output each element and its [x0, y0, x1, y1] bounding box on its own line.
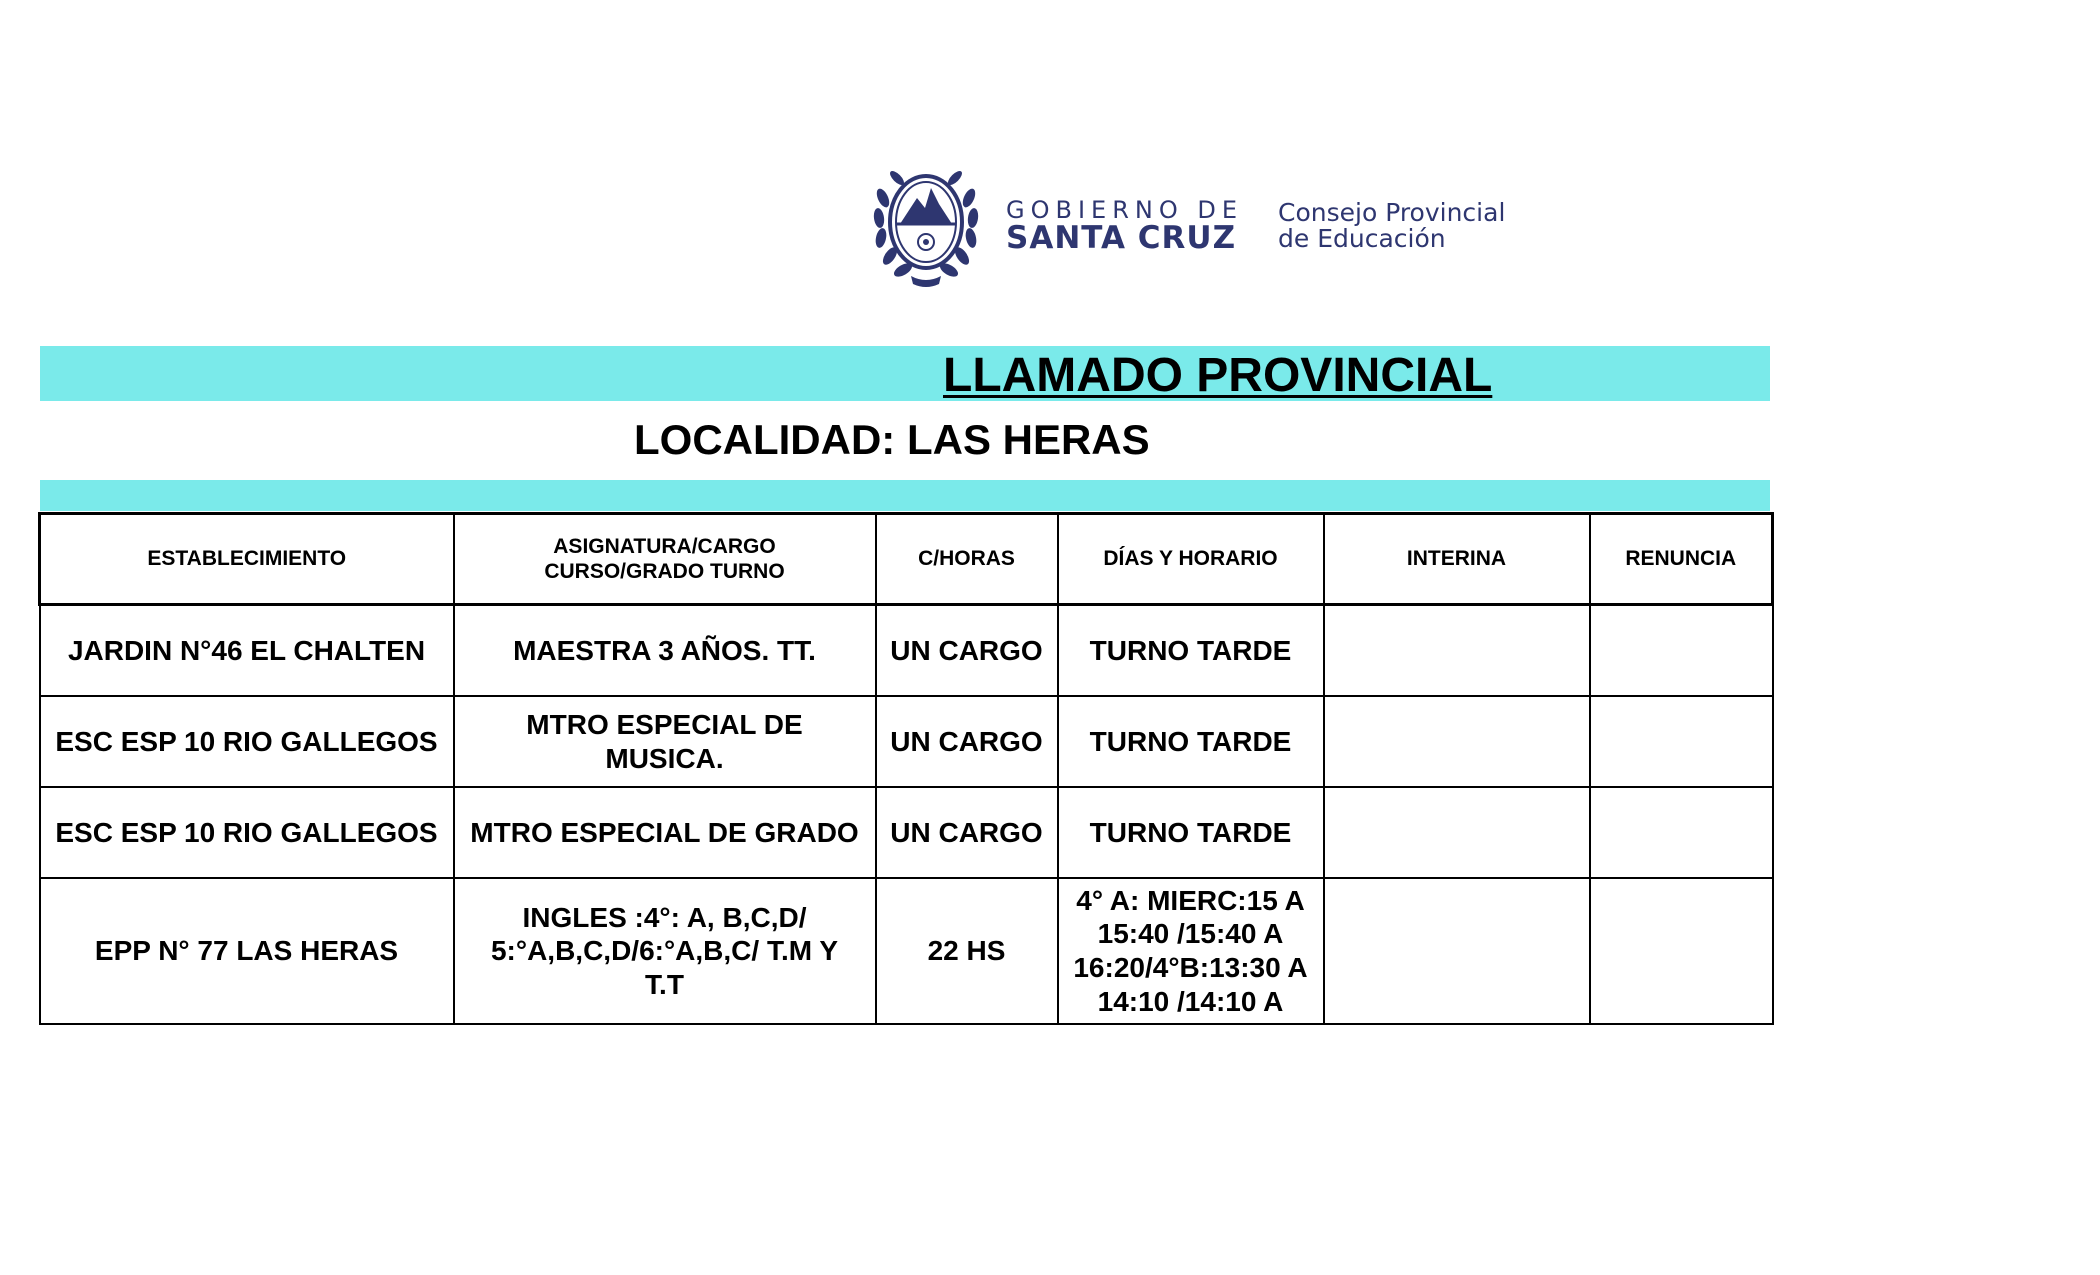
cell-renuncia — [1590, 878, 1773, 1024]
cell-dias-horario: TURNO TARDE — [1058, 787, 1324, 878]
cell-dias-horario: TURNO TARDE — [1058, 696, 1324, 787]
cell-c-horas: UN CARGO — [876, 696, 1058, 787]
cell-establecimiento: EPP N° 77 LAS HERAS — [40, 878, 454, 1024]
locality-subtitle: LOCALIDAD: LAS HERAS — [634, 416, 1150, 463]
cell-renuncia — [1590, 787, 1773, 878]
title-band — [40, 346, 1770, 401]
separator-band — [40, 480, 1770, 511]
positions-table — [38, 512, 1774, 1025]
cell-interina — [1324, 787, 1590, 878]
cell-asignatura-line3: T.T — [645, 968, 684, 1000]
header-asignatura-line1: ASIGNATURA/CARGO — [553, 534, 776, 558]
header-c-horas: C/HORAS — [876, 514, 1058, 605]
council-name-line2: de Educación — [1278, 224, 1446, 253]
cell-dias-line3: 16:20/4°B:13:30 A — [1073, 952, 1308, 983]
table-row — [40, 696, 1773, 787]
council-name-line1: Consejo Provincial — [1278, 198, 1506, 227]
cell-dias-horario — [1058, 878, 1324, 1024]
cell-asignatura: MAESTRA 3 AÑOS. TT. — [454, 605, 876, 697]
cell-asignatura-line1: INGLES :4°: A, B,C,D/ — [522, 901, 807, 933]
cell-interina — [1324, 878, 1590, 1024]
header-logos — [873, 158, 1513, 290]
cell-asignatura: MTRO ESPECIAL DE GRADO — [454, 787, 876, 878]
cell-c-horas: 22 HS — [876, 878, 1058, 1024]
cell-interina — [1324, 605, 1590, 697]
cell-asignatura-line2: MUSICA. — [605, 742, 724, 774]
cell-establecimiento: ESC ESP 10 RIO GALLEGOS — [40, 787, 454, 878]
cell-c-horas: UN CARGO — [876, 787, 1058, 878]
cell-dias-line2: 15:40 /15:40 A — [1097, 918, 1284, 950]
cell-interina — [1324, 696, 1590, 787]
page-title: LLAMADO PROVINCIAL — [943, 349, 1493, 402]
cell-asignatura-line1: MTRO ESPECIAL DE — [526, 708, 803, 740]
cell-asignatura — [454, 878, 876, 1024]
government-name-line1: GOBIERNO DE — [1006, 196, 1243, 224]
cell-c-horas: UN CARGO — [876, 605, 1058, 697]
santa-cruz-seal-icon — [873, 158, 979, 290]
header-establecimiento: ESTABLECIMIENTO — [40, 514, 454, 605]
cell-dias-line4: 14:10 /14:10 A — [1097, 985, 1284, 1017]
cell-asignatura — [454, 696, 876, 787]
cell-establecimiento: JARDIN N°46 EL CHALTEN — [40, 605, 454, 697]
cell-asignatura-line2: 5:°A,B,C,D/6:°A,B,C/ T.M Y — [490, 935, 839, 967]
header-asignatura-line2: CURSO/GRADO TURNO — [544, 560, 785, 583]
cell-renuncia — [1590, 605, 1773, 697]
table-row — [40, 605, 1773, 697]
table-row — [40, 878, 1773, 1024]
cell-dias-line1: 4° A: MIERC:15 A — [1076, 884, 1305, 916]
cell-establecimiento: ESC ESP 10 RIO GALLEGOS — [40, 696, 454, 787]
table-row — [40, 787, 1773, 878]
government-name-line2: SANTA CRUZ — [1006, 220, 1237, 256]
header-dias-horario: DÍAS Y HORARIO — [1058, 514, 1324, 605]
table-header-row — [40, 514, 1773, 605]
header-asignatura — [454, 514, 876, 605]
header-renuncia: RENUNCIA — [1590, 514, 1773, 605]
header-interina: INTERINA — [1324, 514, 1590, 605]
cell-renuncia — [1590, 696, 1773, 787]
cell-dias-horario: TURNO TARDE — [1058, 605, 1324, 697]
